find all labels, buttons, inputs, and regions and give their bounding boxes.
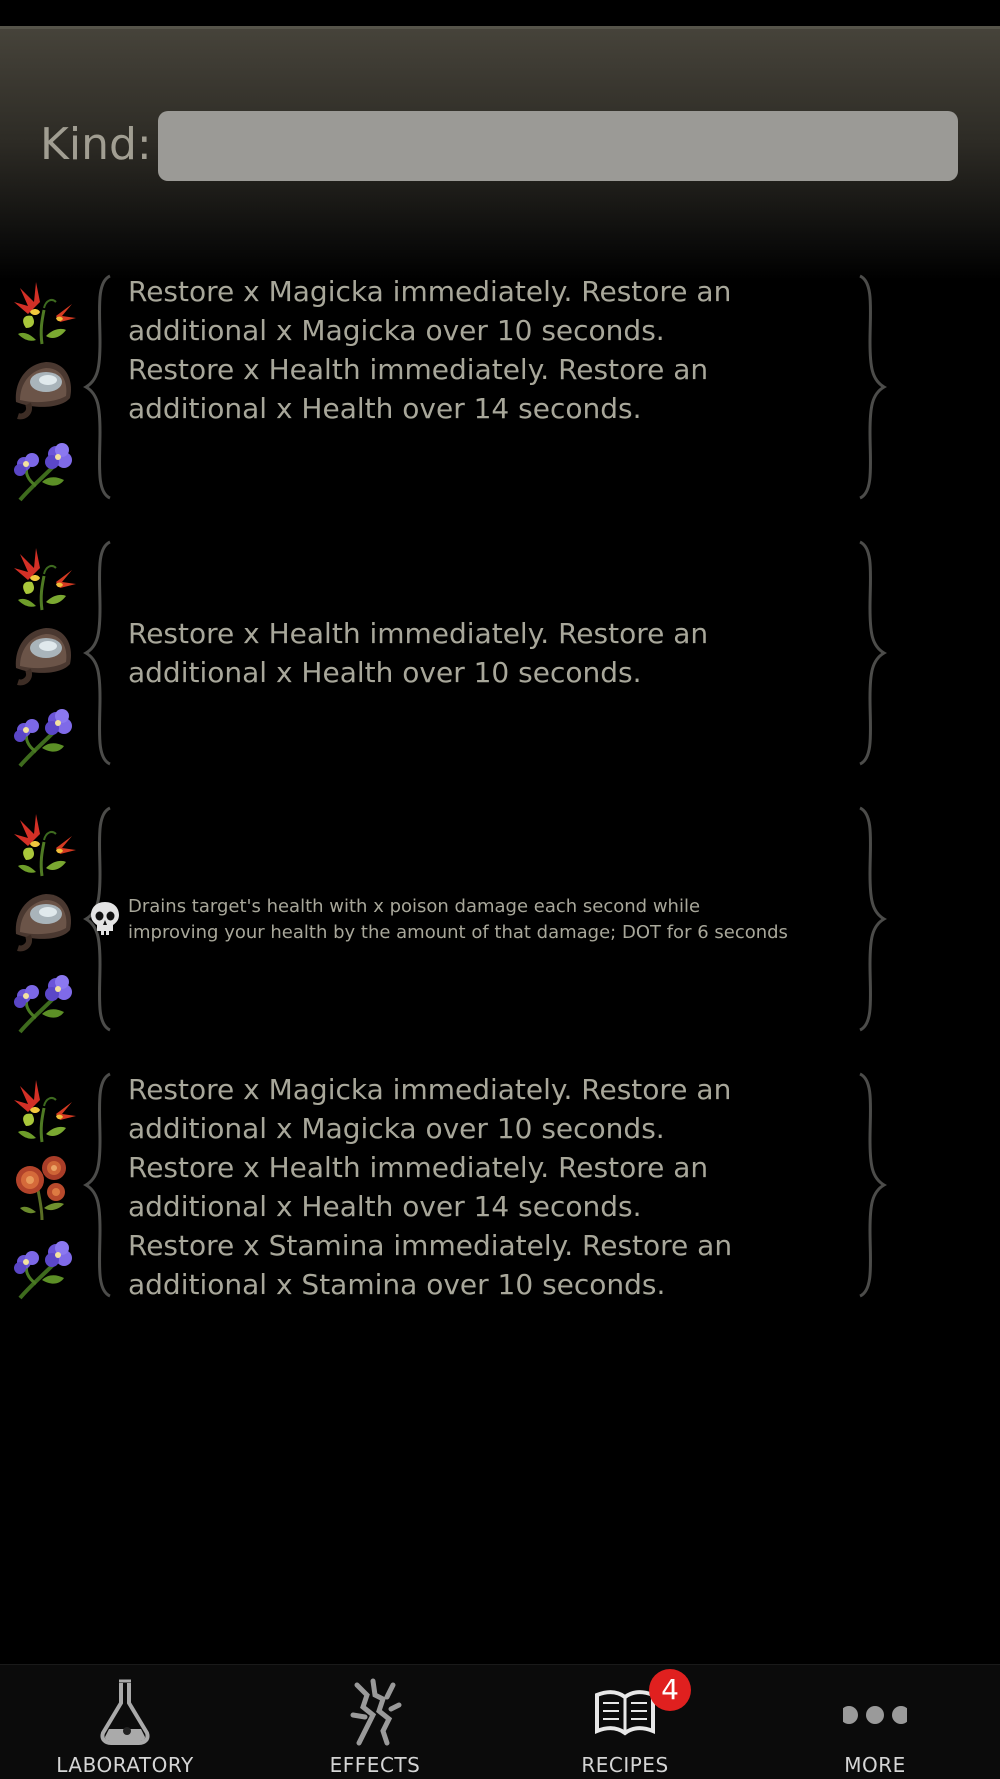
mushroom-cap-icon [6, 884, 78, 956]
blue-mountain-flower-icon [6, 962, 78, 1034]
effect-line: Restore x Magicka immediately. Restore an additional x Magicka over 10 seconds. [128, 1073, 732, 1145]
left-brace [78, 1070, 118, 1300]
filter-header [0, 29, 1000, 280]
left-brace [78, 538, 118, 768]
blue-mountain-flower-icon [6, 696, 78, 768]
tab-more[interactable] [750, 1665, 1000, 1779]
recipe-row[interactable] [0, 804, 1000, 1034]
right-brace [852, 1070, 892, 1300]
tab-label: EFFECTS [329, 1753, 421, 1777]
red-rose-icon [6, 1150, 78, 1222]
mushroom-cap-icon [6, 618, 78, 690]
tab-recipes[interactable] [500, 1665, 750, 1779]
right-brace [852, 804, 892, 1034]
columbine-flower-icon [6, 540, 78, 612]
effect-line: Drains target's health with x poison damage each second while improving your health by the amount of that damage; DOT for 6 seconds [128, 896, 788, 943]
tab-label: LABORATORY [56, 1753, 194, 1777]
right-brace [852, 272, 892, 502]
more-dots-icon [843, 1675, 907, 1747]
right-brace [852, 538, 892, 768]
recipes-badge: 4 [649, 1669, 691, 1711]
columbine-flower-icon [6, 274, 78, 346]
skull-icon [90, 901, 120, 937]
tab-laboratory[interactable] [0, 1665, 250, 1779]
effect-line: Restore x Health immediately. Restore an additional x Health over 14 seconds. [128, 353, 709, 425]
effect-line: Restore x Health immediately. Restore an additional x Health over 14 seconds. [128, 1151, 709, 1223]
effects-text [128, 272, 788, 428]
kind-input[interactable] [158, 111, 958, 181]
kind-label: Kind: [40, 119, 152, 170]
book-icon [593, 1675, 657, 1747]
effects-icon [343, 1675, 407, 1747]
left-brace [78, 272, 118, 502]
blue-mountain-flower-icon [6, 430, 78, 502]
columbine-flower-icon [6, 1072, 78, 1144]
effect-line: Restore x Stamina immediately. Restore an additional x Stamina over 10 seconds. [128, 1229, 733, 1301]
effect-line: Restore x Health immediately. Restore an additional x Health over 10 seconds. [128, 617, 709, 689]
effects-text [128, 614, 788, 692]
tab-effects[interactable] [250, 1665, 500, 1779]
mushroom-cap-icon [6, 352, 78, 424]
bottom-tab-bar [0, 1664, 1000, 1779]
columbine-flower-icon [6, 806, 78, 878]
effect-line: Restore x Magicka immediately. Restore an additional x Magicka over 10 seconds. [128, 275, 732, 347]
tab-label: MORE [844, 1753, 906, 1777]
effects-text [128, 894, 788, 946]
recipe-row[interactable] [0, 538, 1000, 768]
flask-icon [93, 1675, 157, 1747]
blue-mountain-flower-icon [6, 1228, 78, 1300]
tab-label: RECIPES [581, 1753, 669, 1777]
effects-text [128, 1070, 788, 1304]
status-bar [0, 0, 1000, 29]
recipe-row[interactable] [0, 1070, 1000, 1300]
recipe-row[interactable] [0, 272, 1000, 502]
